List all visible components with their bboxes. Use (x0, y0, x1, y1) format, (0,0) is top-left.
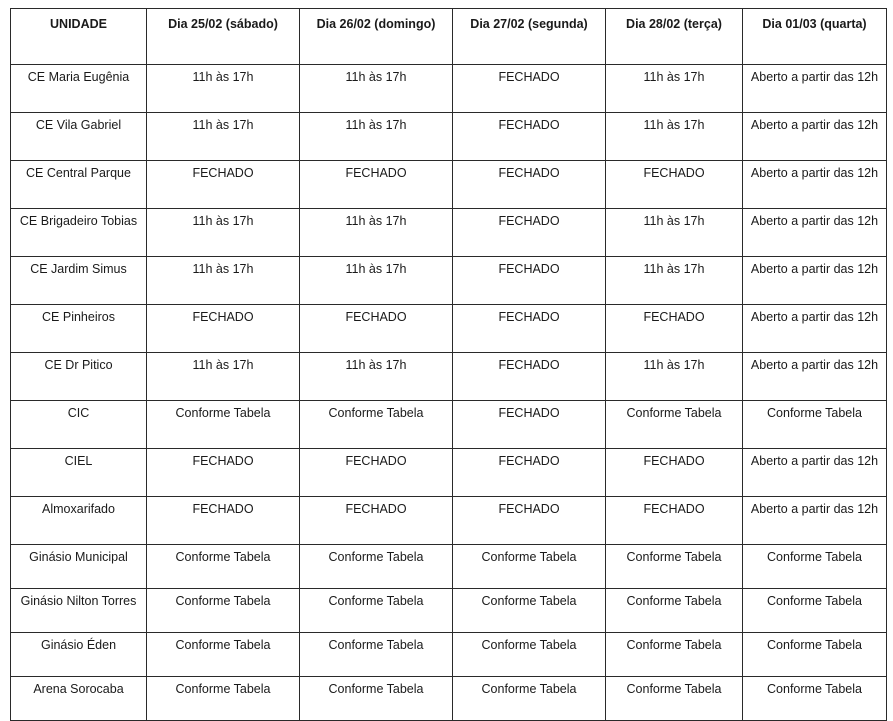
schedule-cell: Conforme Tabela (743, 677, 887, 721)
schedule-cell: FECHADO (453, 497, 606, 545)
table-row (11, 633, 887, 677)
schedule-cell: 11h às 17h (300, 209, 453, 257)
schedule-cell: Conforme Tabela (606, 545, 743, 589)
schedule-cell: Conforme Tabela (606, 589, 743, 633)
schedule-cell: Conforme Tabela (606, 677, 743, 721)
schedule-cell: FECHADO (300, 449, 453, 497)
unit-name-cell: CE Pinheiros (11, 305, 147, 353)
schedule-cell: Conforme Tabela (743, 545, 887, 589)
schedule-cell: 11h às 17h (147, 65, 300, 113)
schedule-cell: 11h às 17h (606, 113, 743, 161)
schedule-cell: Conforme Tabela (606, 633, 743, 677)
table-header (11, 9, 887, 65)
schedule-cell: Conforme Tabela (147, 633, 300, 677)
schedule-cell: Conforme Tabela (743, 589, 887, 633)
schedule-cell: Aberto a partir das 12h (743, 257, 887, 305)
schedule-cell: 11h às 17h (606, 209, 743, 257)
schedule-cell: Aberto a partir das 12h (743, 161, 887, 209)
unit-name-cell: CE Brigadeiro Tobias (11, 209, 147, 257)
table-row (11, 305, 887, 353)
header-day-28-02: Dia 28/02 (terça) (606, 9, 743, 65)
schedule-cell: Conforme Tabela (453, 633, 606, 677)
table-row (11, 545, 887, 589)
schedule-cell: FECHADO (147, 449, 300, 497)
schedule-cell: 11h às 17h (300, 257, 453, 305)
schedule-cell: Conforme Tabela (300, 633, 453, 677)
unit-name-cell: CE Central Parque (11, 161, 147, 209)
table-row (11, 449, 887, 497)
header-day-01-03: Dia 01/03 (quarta) (743, 9, 887, 65)
schedule-cell: FECHADO (606, 305, 743, 353)
unit-name-cell: CE Jardim Simus (11, 257, 147, 305)
header-day-26-02: Dia 26/02 (domingo) (300, 9, 453, 65)
table-row (11, 209, 887, 257)
table-row (11, 677, 887, 721)
unit-name-cell: Ginásio Municipal (11, 545, 147, 589)
schedule-cell: Conforme Tabela (743, 401, 887, 449)
schedule-cell: 11h às 17h (147, 257, 300, 305)
schedule-cell: Aberto a partir das 12h (743, 113, 887, 161)
unit-name-cell: Ginásio Éden (11, 633, 147, 677)
schedule-cell: FECHADO (606, 449, 743, 497)
schedule-cell: Aberto a partir das 12h (743, 449, 887, 497)
table-row (11, 353, 887, 401)
schedule-cell: 11h às 17h (606, 257, 743, 305)
header-day-25-02: Dia 25/02 (sábado) (147, 9, 300, 65)
schedule-cell: 11h às 17h (147, 209, 300, 257)
schedule-cell: FECHADO (300, 161, 453, 209)
schedule-cell: Conforme Tabela (300, 401, 453, 449)
schedule-cell: Conforme Tabela (300, 589, 453, 633)
table-row (11, 589, 887, 633)
table-row (11, 161, 887, 209)
schedule-cell: 11h às 17h (147, 353, 300, 401)
schedule-cell: FECHADO (453, 353, 606, 401)
header-unidade: UNIDADE (11, 9, 147, 65)
table-row (11, 497, 887, 545)
unit-name-cell: CIC (11, 401, 147, 449)
schedule-cell: FECHADO (453, 305, 606, 353)
schedule-cell: FECHADO (453, 449, 606, 497)
schedule-table (10, 8, 887, 721)
header-row (11, 9, 887, 65)
schedule-cell: FECHADO (453, 401, 606, 449)
schedule-cell: FECHADO (453, 209, 606, 257)
schedule-cell: FECHADO (453, 113, 606, 161)
schedule-cell: Conforme Tabela (147, 677, 300, 721)
schedule-cell: FECHADO (453, 161, 606, 209)
schedule-cell: Conforme Tabela (300, 545, 453, 589)
schedule-cell: Aberto a partir das 12h (743, 65, 887, 113)
unit-name-cell: CE Dr Pitico (11, 353, 147, 401)
schedule-cell: Conforme Tabela (300, 677, 453, 721)
schedule-cell: Aberto a partir das 12h (743, 353, 887, 401)
schedule-cell: Conforme Tabela (147, 545, 300, 589)
unit-name-cell: CE Maria Eugênia (11, 65, 147, 113)
schedule-cell: Conforme Tabela (453, 677, 606, 721)
schedule-cell: FECHADO (453, 257, 606, 305)
schedule-cell: 11h às 17h (606, 65, 743, 113)
unit-name-cell: Almoxarifado (11, 497, 147, 545)
schedule-cell: Conforme Tabela (743, 633, 887, 677)
schedule-cell: Conforme Tabela (453, 545, 606, 589)
schedule-cell: FECHADO (300, 305, 453, 353)
schedule-cell: Aberto a partir das 12h (743, 209, 887, 257)
schedule-cell: FECHADO (147, 305, 300, 353)
schedule-cell: FECHADO (606, 161, 743, 209)
schedule-cell: 11h às 17h (300, 65, 453, 113)
schedule-cell: FECHADO (453, 65, 606, 113)
table-body (11, 65, 887, 721)
schedule-cell: 11h às 17h (300, 353, 453, 401)
schedule-cell: Aberto a partir das 12h (743, 305, 887, 353)
schedule-cell: Conforme Tabela (147, 589, 300, 633)
schedule-cell: FECHADO (147, 161, 300, 209)
unit-name-cell: CIEL (11, 449, 147, 497)
unit-name-cell: Ginásio Nilton Torres (11, 589, 147, 633)
schedule-cell: FECHADO (606, 497, 743, 545)
header-day-27-02: Dia 27/02 (segunda) (453, 9, 606, 65)
schedule-cell: Conforme Tabela (453, 589, 606, 633)
schedule-cell: Conforme Tabela (606, 401, 743, 449)
table-row (11, 257, 887, 305)
schedule-cell: 11h às 17h (300, 113, 453, 161)
schedule-cell: FECHADO (300, 497, 453, 545)
table-row (11, 65, 887, 113)
table-row (11, 113, 887, 161)
schedule-cell: Aberto a partir das 12h (743, 497, 887, 545)
schedule-cell: 11h às 17h (147, 113, 300, 161)
schedule-cell: FECHADO (147, 497, 300, 545)
table-row (11, 401, 887, 449)
unit-name-cell: Arena Sorocaba (11, 677, 147, 721)
schedule-cell: 11h às 17h (606, 353, 743, 401)
unit-name-cell: CE Vila Gabriel (11, 113, 147, 161)
schedule-cell: Conforme Tabela (147, 401, 300, 449)
